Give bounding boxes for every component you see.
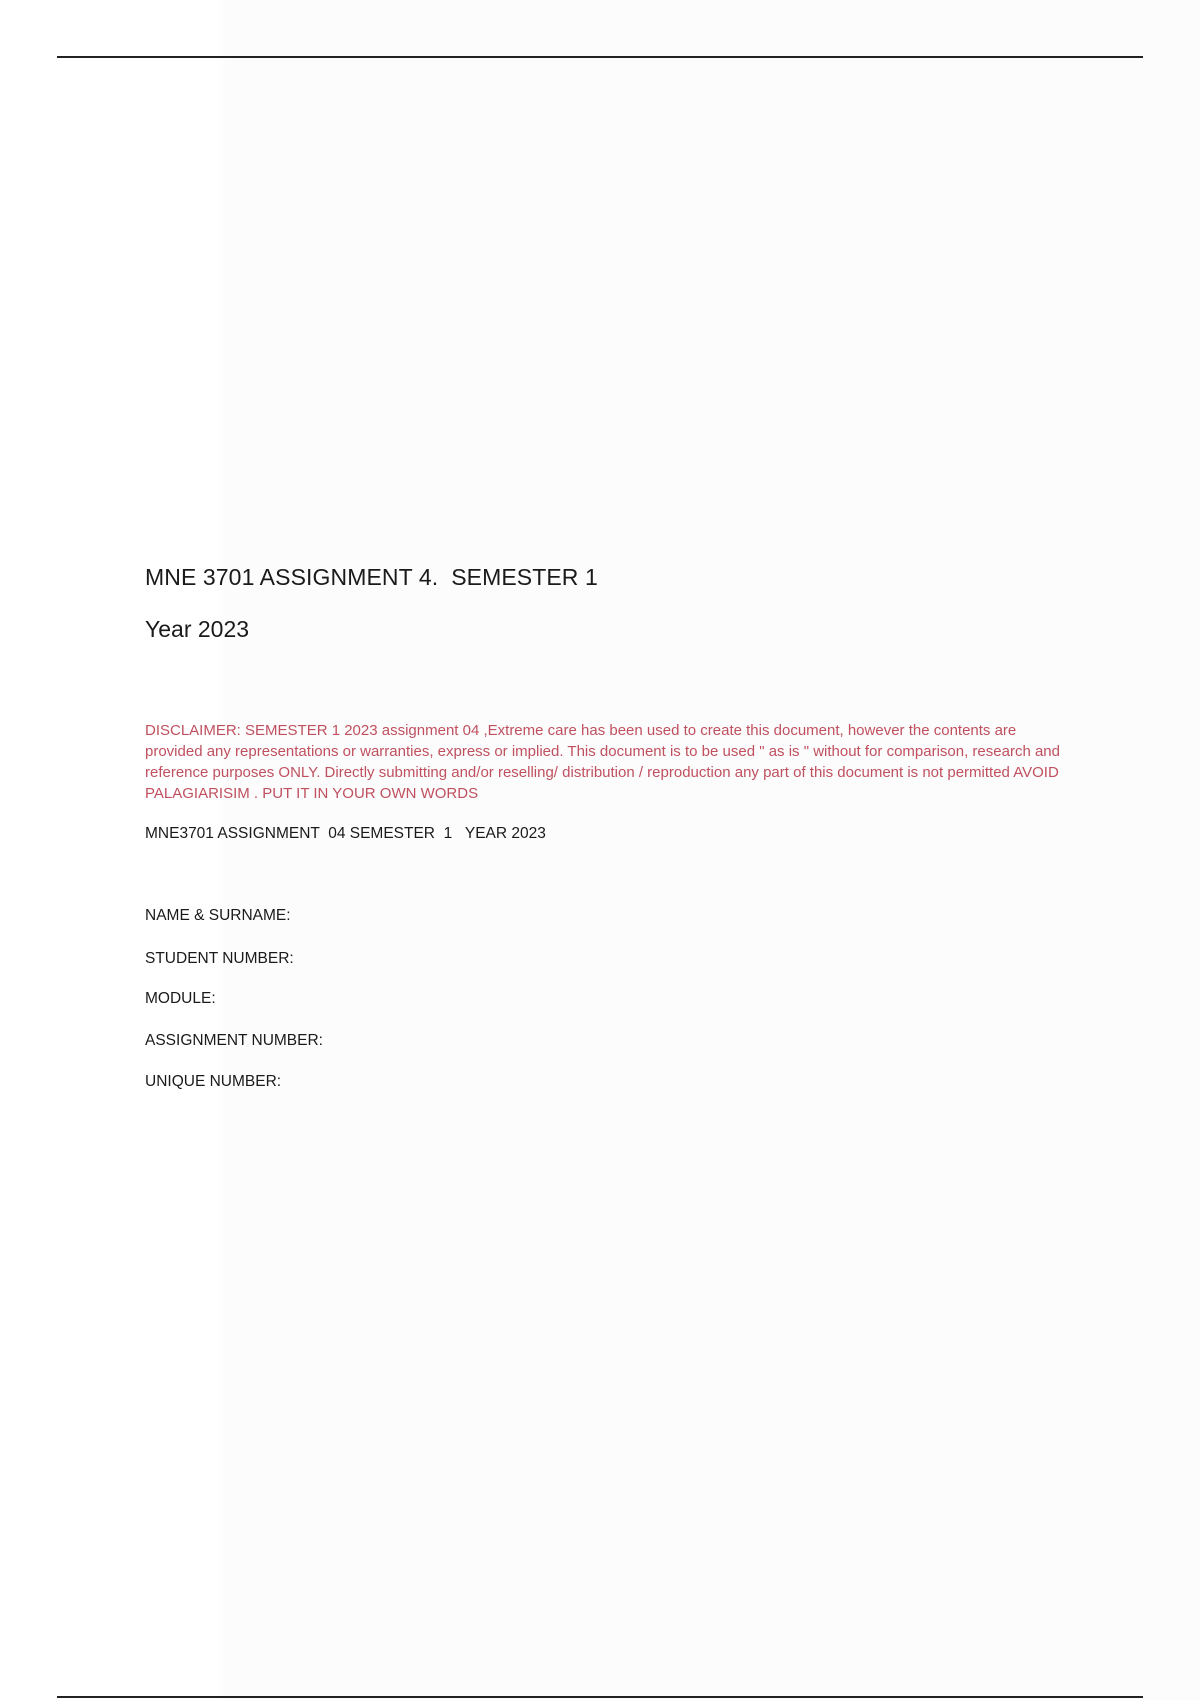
disclaimer-text: DISCLAIMER: SEMESTER 1 2023 assignment 04 ,Extreme care has been used to create this document, however the contents are provided any representations or warranties, express or implied. This document is to be used " as is " without for comparison, research and reference purposes ONLY. Directly submitting and/or reselling/ distribution / reproduction any part of this document is not permitted AVOID PALAGIARISIM . PUT IT IN YOUR OWN WORDS — [145, 722, 1060, 802]
unique-number-label: UNIQUE NUMBER: — [145, 1073, 282, 1090]
bottom-rule — [57, 1696, 1143, 1698]
top-rule — [57, 56, 1143, 58]
document-year: Year 2023 — [145, 616, 250, 642]
assignment-subtitle: MNE3701 ASSIGNMENT 04 SEMESTER 1 YEAR 2023 — [145, 825, 546, 842]
assignment-number-label: ASSIGNMENT NUMBER: — [145, 1032, 323, 1049]
name-surname-label: NAME & SURNAME: — [145, 907, 291, 924]
student-number-label: STUDENT NUMBER: — [145, 950, 294, 967]
module-label: MODULE: — [145, 990, 216, 1007]
document-title: MNE 3701 ASSIGNMENT 4. SEMESTER 1 — [145, 564, 598, 590]
